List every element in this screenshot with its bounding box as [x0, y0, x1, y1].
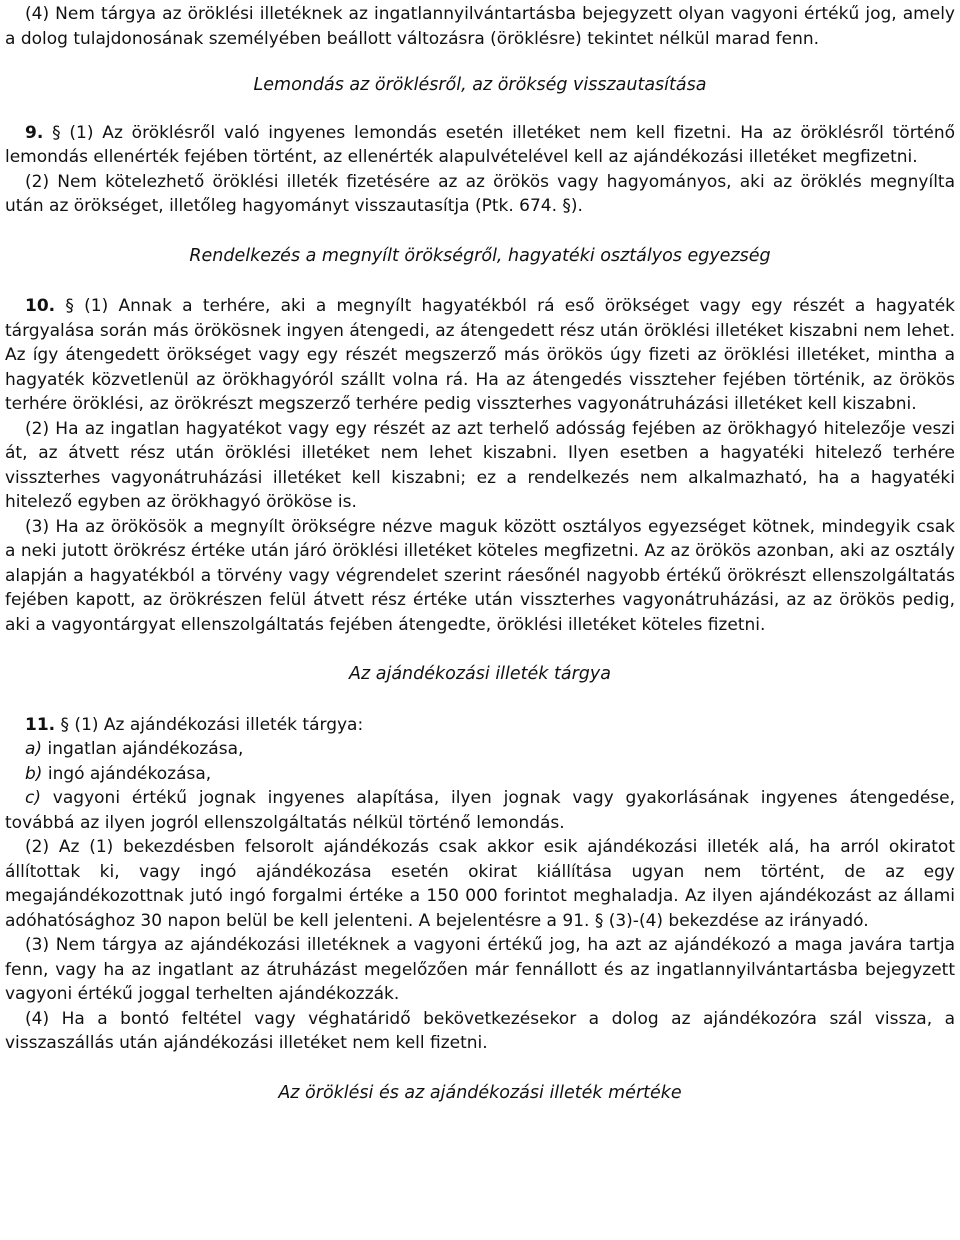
list-letter: b)	[25, 763, 43, 784]
heading-estate-disposition: Rendelkezés a megnyílt örökségről, hagyatéki osztályos egyezség	[189, 245, 771, 266]
section-number: 9.	[25, 122, 44, 143]
list-item-c	[5, 786, 955, 835]
heading-gift-duty-subject: Az ajándékozási illeték tárgya	[349, 664, 611, 684]
section-11-paragraph-4: (4) Ha a bontó feltétel vagy véghatáridő bekövetkezésekor a dolog az ajándékozóra szál vissza, a visszaszállás után ajándékozási illetéket nem kell fizetni.	[5, 1008, 955, 1053]
section-11-paragraph-2: (2) Az (1) bekezdésben felsorolt ajándékozás csak akkor esik ajándékozási illeték alá, ha arról okiratot állítottak ki, vagy ingó ajándékozása esetén okirat kiállítása ugyan nem történt, de az egy megajándékozottnak jutó ingó forgalmi értéke a 150 000 forintot meghaladja. Az ilyen ajándékozást az állami adóhatósághoz 30 napon belül be kell jelenteni. A bejelentésre a 91. § (3)-(4) bekezdése az irányadó.	[5, 837, 955, 931]
heading-renunciation: Lemondás az öröklésről, az örökség visszautasítása	[253, 75, 707, 95]
section-10-text: § (1) Annak a terhére, aki a megnyílt hagyatékból rá eső örökséget vagy egy részét a hagyaték tárgyalása során más örökösnek ingyen átengedi, az átengedett rész után öröklési illetéket kiszabni nem lehet. Az így átengedett örökséget vagy egy részét megszerző más örökös úgy fizeti az öröklési illetéket, mintha a hagyaték közvetlenül az örökhagyóról szállt volna rá. Ha az átengedés visszteher fejében történik, az örökös terhére öröklési, az örökrészt megszerző terhére pedig visszterhes vagyonátruházási illetéket kell kiszabni.	[5, 296, 956, 414]
section-10-paragraph-2: (2) Ha az ingatlan hagyatékot vagy egy részét az azt terhelő adósság fejében az örökhagyó hitelezője veszi át, az átvett rész után öröklési illetéket nem lehet kiszabni. Ilyen esetben a hagyatéki hitelező terhére visszterhes vagyonátruházási illetéket kell kiszabni; ez a rendelkezés nem alkalmazható, ha a hagyatéki hitelező egyben az örökhagyó örököse is.	[5, 418, 955, 512]
section-11-text: § (1) Az ajándékozási illeték tárgya:	[60, 714, 364, 735]
heading-duty-rates: Az öröklési és az ajándékozási illeték mértéke	[278, 1082, 682, 1103]
section-9-paragraph-2: (2) Nem kötelezhető öröklési illeték fizetésére az az örökös vagy hagyományos, aki az öröklés megnyílta után az örökséget, illetőleg hagyományt visszautasítja (Ptk. 674. §).	[5, 171, 955, 216]
list-item-b	[5, 762, 955, 787]
section-number: 10.	[25, 296, 56, 316]
section-9-text: § (1) Az öröklésről való ingyenes lemondás esetén illetéket nem kell fizetni. Ha az öröklésről történő lemondás ellenérték fejében történt, az ellenérték alapulvételével kell az ajándékozási illetéket megfizetni.	[5, 122, 955, 167]
paragraph-4: (4) Nem tárgya az öröklési illetéknek az ingatlannyilvántartásba bejegyzett olyan vagyoni értékű jog, amely a dolog tulajdonosának személyében beállott változásra (öröklésre) tekintet nélkül marad fenn.	[5, 4, 955, 49]
list-text: vagyoni értékű jognak ingyenes alapítása, ilyen jognak vagy gyakorlásának ingyenes átengedése, továbbá az ilyen jogról ellenszolgáltatás nélkül történő lemondás.	[5, 788, 955, 833]
list-letter: c)	[25, 788, 41, 808]
list-text: ingó ajándékozása,	[42, 763, 212, 784]
list-letter: a)	[25, 739, 43, 759]
section-9-paragraph-1	[5, 121, 955, 170]
section-number: 11.	[25, 714, 56, 735]
section-11-paragraph-1	[5, 713, 955, 738]
list-text: ingatlan ajándékozása,	[42, 739, 244, 759]
list-item-a	[5, 737, 955, 762]
section-11-paragraph-3: (3) Nem tárgya az ajándékozási illetéknek a vagyoni értékű jog, ha azt az ajándékozó a maga javára tartja fenn, vagy ha az ingatlant az átruházást megelőzően már fennállott és az ingatlannyilvántartásba bejegyzett vagyoni értékű joggal terhelten ajándékozzák.	[5, 935, 955, 1004]
section-10-paragraph-3: (3) Ha az örökösök a megnyílt örökségre nézve maguk között osztályos egyezséget kötnek, mindegyik csak a neki jutott örökrész értéke után járó öröklési illetéket köteles megfizetni. Az az örökös azonban, aki az osztály alapján a hagyatékból a törvény vagy végrendelet szerint ráesőnél nagyobb értékű örökrészt ellenszolgáltatás fejében kapott, az örökrészen felül átvett rész értéke után visszterhes vagyonátruházási, az az örökös pedig, aki a vagyontárgyat ellenszolgáltatás fejében átengedte, öröklési illetéket köteles fizetni.	[5, 516, 955, 635]
section-10-paragraph-1	[5, 294, 955, 417]
